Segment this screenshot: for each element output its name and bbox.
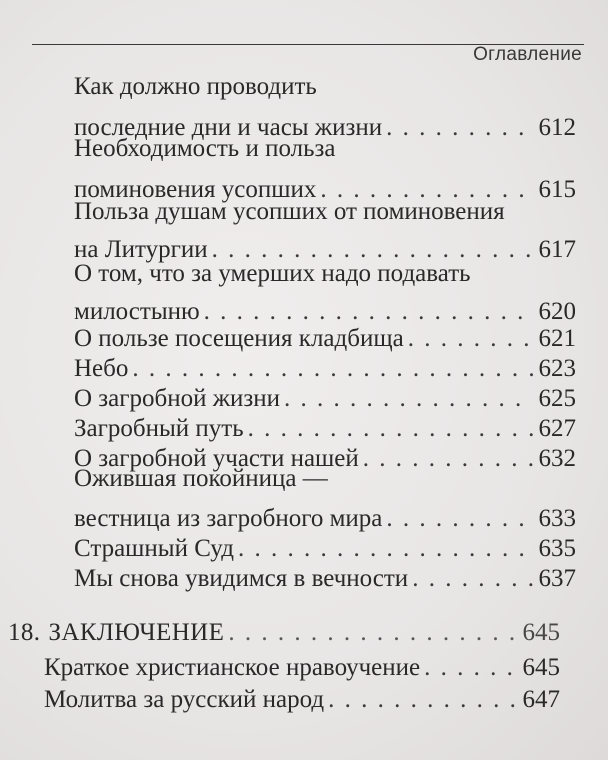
page-number: 627 <box>538 415 576 442</box>
page-number: 623 <box>538 355 576 382</box>
toc-entry-line: Как должно проводить <box>74 73 317 100</box>
page-number: 625 <box>538 385 576 412</box>
toc-entry-title: вестница из загробного мира <box>74 505 383 532</box>
dot-leader <box>248 413 533 444</box>
toc-entry[interactable] <box>44 684 560 715</box>
dot-leader <box>363 443 533 474</box>
dot-leader <box>284 383 532 414</box>
toc-entry[interactable] <box>74 563 576 594</box>
toc-entry-line: Необходимость и польза <box>74 135 336 162</box>
page-number: 645 <box>522 654 560 681</box>
page-number: 635 <box>538 535 576 562</box>
toc-entry-line: Ожившая покойница — <box>74 465 328 492</box>
toc-entry-title: Молитва за русский народ <box>44 686 325 713</box>
page-number: 645 <box>522 619 560 646</box>
dot-leader <box>328 684 516 715</box>
toc-entry[interactable] <box>74 383 576 414</box>
toc-entry-line: Польза душам усопших от поминовения <box>74 198 505 225</box>
toc-entry-title: Краткое христианское нравоучение <box>44 654 421 681</box>
toc-entry-title: О пользе посещения кладбища <box>74 325 404 352</box>
toc-section-18[interactable] <box>8 617 560 648</box>
dot-leader <box>424 652 516 683</box>
toc-entry-title: на Литургии <box>74 236 208 263</box>
toc-entry-title: О загробной участи нашей <box>74 445 359 472</box>
toc-entry[interactable] <box>74 323 576 354</box>
dot-leader <box>386 112 532 143</box>
page-number: 632 <box>538 445 576 472</box>
page-number: 637 <box>538 565 576 592</box>
running-header: Оглавление <box>473 44 582 65</box>
dot-leader <box>408 323 533 354</box>
toc-entry-title: О загробной жизни <box>74 385 281 412</box>
toc-entry-title: Мы снова увидимся в вечности <box>74 565 409 592</box>
toc-entry-title: Загробный путь <box>74 415 244 442</box>
page-number: 615 <box>538 176 576 203</box>
toc-entry[interactable] <box>74 533 576 564</box>
dot-leader <box>386 503 532 534</box>
page-number: 633 <box>538 505 576 532</box>
page-number: 620 <box>538 298 576 325</box>
dot-leader <box>412 563 532 594</box>
toc-entry[interactable] <box>74 503 576 534</box>
toc-entry-line: О том, что за умерших надо подавать <box>74 260 471 287</box>
section-number: 18. <box>8 619 41 646</box>
toc-entry[interactable] <box>74 413 576 444</box>
dot-leader <box>238 533 533 564</box>
toc-entry[interactable] <box>44 652 560 683</box>
page-number: 612 <box>538 114 576 141</box>
page-number: 647 <box>522 686 560 713</box>
toc-entry[interactable] <box>74 353 576 384</box>
section-title: ЗАКЛЮЧЕНИЕ <box>48 619 225 646</box>
toc-entry-title: поминовения усопших <box>74 176 317 203</box>
page-number: 621 <box>538 325 576 352</box>
dot-leader <box>132 353 532 384</box>
dot-leader <box>228 617 516 648</box>
toc-entry-title: Страшный Суд <box>74 535 234 562</box>
page-number: 617 <box>538 236 576 263</box>
toc-entry-title: последние дни и часы жизни <box>74 114 383 141</box>
toc-entry-title: Небо <box>74 355 129 382</box>
toc-entry-title: милостыню <box>74 298 200 325</box>
